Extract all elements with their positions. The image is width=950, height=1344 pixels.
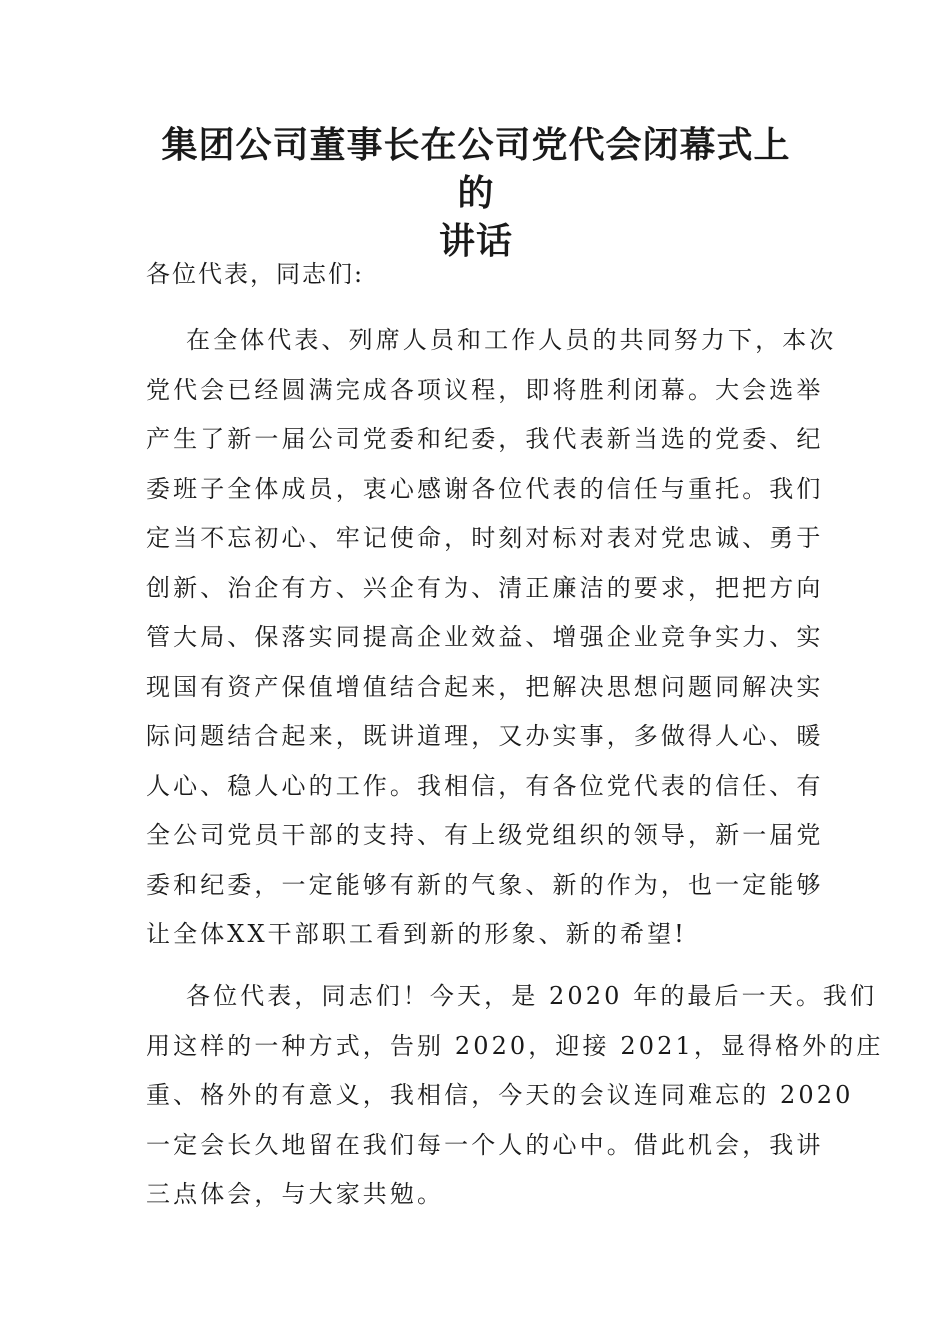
- paragraph-line: 现国有资产保值增值结合起来，把解决思想问题同解决实: [146, 672, 824, 701]
- paragraph-line: 委和纪委，一定能够有新的气象、新的作为，也一定能够: [146, 870, 824, 899]
- paragraph-line: 党代会已经圆满完成各项议程，即将胜利闭幕。大会选举: [146, 375, 824, 404]
- title-line-1: 集团公司董事长在公司党代会闭幕式上的: [161, 125, 791, 214]
- paragraph-line: 三点体会，与大家共勉。: [146, 1180, 445, 1208]
- paragraph-line: 管大局、保落实同提高企业效益、增强企业竞争实力、实: [146, 623, 824, 651]
- page-title: [146, 122, 806, 266]
- paragraph-line: 让全体XX干部职工看到新的形象、新的希望!: [146, 920, 687, 948]
- paragraph-2: [146, 972, 884, 1220]
- paragraph-line: 委班子全体成员，衷心感谢各位代表的信任与重托。我们: [146, 474, 824, 503]
- paragraph-line: 一定会长久地留在我们每一个人的心中。借此机会，我讲: [146, 1130, 824, 1159]
- paragraph-1: [146, 316, 837, 960]
- paragraph-line: 各位代表，同志们！今天，是 2020 年的最后一天。我们: [186, 982, 878, 1010]
- paragraph-line: 全公司党员干部的支持、有上级党组织的领导，新一届党: [146, 821, 824, 849]
- paragraph-line: 产生了新一届公司党委和纪委，我代表新当选的党委、纪: [146, 425, 824, 453]
- title-line-2: 讲话: [438, 221, 513, 262]
- paragraph-line: 人心、稳人心的工作。我相信，有各位党代表的信任、有: [146, 771, 824, 800]
- paragraph-line: 际问题结合起来，既讲道理，又办实事，多做得人心、暖: [146, 722, 824, 750]
- paragraph-line: 定当不忘初心、牢记使命，时刻对标对表对党忠诚、勇于: [146, 524, 824, 552]
- paragraph-line: 创新、治企有方、兴企有为、清正廉洁的要求，把把方向: [146, 573, 824, 602]
- paragraph-line: 重、格外的有意义，我相信，今天的会议连同难忘的 2020: [146, 1081, 854, 1109]
- greeting: 各位代表，同志们:: [146, 260, 365, 288]
- paragraph-line: 用这样的一种方式，告别 2020，迎接 2021，显得格外的庄: [146, 1031, 884, 1060]
- paragraph-line: 在全体代表、列席人员和工作人员的共同努力下，本次: [186, 326, 837, 354]
